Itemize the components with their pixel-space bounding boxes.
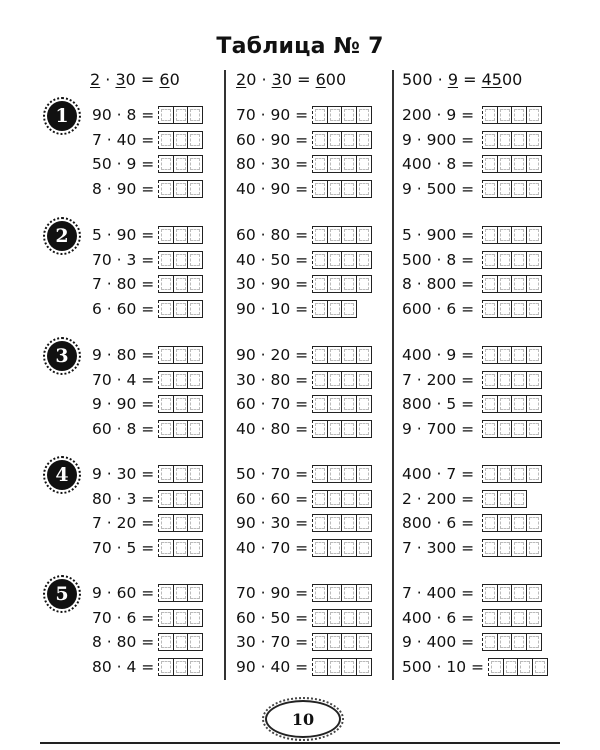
- answer-digit-box[interactable]: [356, 658, 372, 676]
- exercise-expression: 9 · 400 =: [402, 633, 475, 651]
- answer-digit-box[interactable]: [187, 633, 203, 651]
- answer-boxes: [312, 131, 372, 149]
- exercise-expression: 70 · 6 =: [92, 608, 155, 627]
- exercise-row: [236, 608, 372, 628]
- exercise-row: [92, 370, 203, 390]
- answer-digit-box[interactable]: [187, 658, 203, 676]
- exercise-expression: 30 · 80 =: [236, 370, 309, 389]
- exercise-expression: 60 · 8 =: [92, 419, 155, 438]
- answer-boxes: [158, 346, 203, 364]
- exercise-row: [236, 583, 372, 603]
- answer-digit-box[interactable]: [356, 420, 372, 438]
- answer-digit-box[interactable]: [356, 609, 372, 627]
- answer-boxes: [312, 346, 372, 364]
- exercise-row: [92, 179, 203, 199]
- answer-digit-box[interactable]: [526, 226, 542, 244]
- exercise-row: [92, 154, 203, 174]
- exercise-expression: 600 · 6 =: [402, 299, 475, 318]
- exercise-row: [402, 608, 542, 628]
- exercise-row: [92, 608, 203, 628]
- exercise-expression: 7 · 80 =: [92, 275, 155, 293]
- exercise-row: [236, 464, 372, 484]
- exercise-expression: 90 · 10 =: [236, 299, 309, 318]
- answer-boxes: [312, 465, 372, 483]
- answer-boxes: [158, 300, 203, 318]
- exercise-row: [236, 489, 372, 509]
- exercise-expression: 7 · 200 =: [402, 370, 475, 389]
- exercise-row: [402, 154, 542, 174]
- exercise-row: [402, 299, 542, 319]
- exercise-row: [402, 513, 542, 533]
- exercise-row: [92, 464, 203, 484]
- exercise-row: [402, 105, 542, 125]
- answer-boxes: [482, 106, 542, 124]
- answer-boxes: [158, 420, 203, 438]
- exercise-expression: 800 · 6 =: [402, 514, 475, 532]
- answer-boxes: [482, 420, 542, 438]
- answer-digit-box[interactable]: [356, 226, 372, 244]
- answer-digit-box[interactable]: [187, 275, 203, 293]
- exercise-expression: 60 · 90 =: [236, 130, 309, 149]
- exercise-expression: 50 · 70 =: [236, 465, 309, 483]
- exercise-row: [236, 632, 372, 652]
- answer-boxes: [482, 300, 542, 318]
- answer-digit-box[interactable]: [356, 584, 372, 602]
- exercise-expression: 8 · 80 =: [92, 633, 155, 651]
- exercise-expression: 9 · 500 =: [402, 179, 475, 198]
- answer-boxes: [488, 658, 548, 676]
- answer-boxes: [158, 275, 203, 293]
- answer-boxes: [482, 465, 542, 483]
- answer-digit-box[interactable]: [187, 155, 203, 173]
- exercise-row: [402, 370, 542, 390]
- exercise-row: [236, 538, 372, 558]
- exercise-row: [236, 154, 372, 174]
- answer-boxes: [312, 300, 357, 318]
- exercise-expression: 9 · 30 =: [92, 465, 155, 483]
- section-number-badge: 4: [47, 460, 77, 490]
- answer-digit-box[interactable]: [187, 106, 203, 124]
- page-title: Таблица № 7: [216, 34, 384, 59]
- answer-digit-box[interactable]: [187, 226, 203, 244]
- answer-boxes: [158, 371, 203, 389]
- answer-boxes: [158, 251, 203, 269]
- answer-digit-box[interactable]: [356, 490, 372, 508]
- answer-boxes: [158, 658, 203, 676]
- answer-digit-box[interactable]: [526, 106, 542, 124]
- answer-digit-box[interactable]: [526, 180, 542, 198]
- answer-boxes: [158, 226, 203, 244]
- answer-digit-box[interactable]: [356, 465, 372, 483]
- exercise-expression: 40 · 50 =: [236, 250, 309, 269]
- exercise-row: [92, 632, 203, 652]
- answer-boxes: [482, 633, 542, 651]
- exercise-row: [236, 225, 372, 245]
- exercise-expression: 400 · 9 =: [402, 346, 475, 364]
- exercise-expression: 9 · 700 =: [402, 419, 475, 438]
- exercise-expression: 60 · 70 =: [236, 395, 309, 413]
- section-number-badge: 5: [47, 579, 77, 609]
- answer-digit-box[interactable]: [341, 300, 357, 318]
- answer-boxes: [312, 371, 372, 389]
- exercise-row: [92, 274, 203, 294]
- exercise-row: [236, 299, 357, 319]
- answer-boxes: [482, 584, 542, 602]
- answer-digit-box[interactable]: [526, 155, 542, 173]
- answer-boxes: [482, 514, 542, 532]
- answer-boxes: [482, 539, 542, 557]
- exercise-row: [236, 394, 372, 414]
- answer-boxes: [312, 275, 372, 293]
- exercise-row: [236, 513, 372, 533]
- exercise-row: [402, 179, 542, 199]
- exercise-expression: 9 · 60 =: [92, 584, 155, 602]
- exercise-expression: 90 · 40 =: [236, 657, 309, 676]
- exercise-row: [236, 419, 372, 439]
- answer-boxes: [312, 251, 372, 269]
- exercise-row: [92, 538, 203, 558]
- exercise-expression: 40 · 80 =: [236, 419, 309, 438]
- exercise-expression: 70 · 90 =: [236, 584, 309, 602]
- answer-digit-box[interactable]: [187, 584, 203, 602]
- answer-digit-box[interactable]: [356, 251, 372, 269]
- answer-boxes: [158, 539, 203, 557]
- answer-boxes: [312, 658, 372, 676]
- answer-boxes: [312, 584, 372, 602]
- exercise-expression: 70 · 4 =: [92, 370, 155, 389]
- exercise-row: [236, 274, 372, 294]
- exercise-row: [402, 419, 542, 439]
- answer-digit-box[interactable]: [526, 371, 542, 389]
- exercise-row: [236, 657, 372, 677]
- answer-boxes: [312, 420, 372, 438]
- exercise-row: [236, 345, 372, 365]
- page-number: 10: [265, 700, 341, 738]
- answer-boxes: [158, 106, 203, 124]
- answer-digit-box[interactable]: [511, 490, 527, 508]
- answer-boxes: [158, 609, 203, 627]
- exercise-expression: 7 · 400 =: [402, 584, 475, 602]
- exercise-expression: 60 · 80 =: [236, 226, 309, 244]
- answer-boxes: [482, 346, 542, 364]
- exercise-row: [92, 657, 203, 677]
- exercise-expression: 90 · 20 =: [236, 346, 309, 364]
- answer-digit-box[interactable]: [187, 609, 203, 627]
- exercise-row: [236, 250, 372, 270]
- answer-boxes: [312, 490, 372, 508]
- exercise-expression: 7 · 300 =: [402, 538, 475, 557]
- answer-digit-box[interactable]: [187, 131, 203, 149]
- answer-digit-box[interactable]: [356, 346, 372, 364]
- answer-digit-box[interactable]: [526, 584, 542, 602]
- exercise-expression: 9 · 90 =: [92, 395, 155, 413]
- answer-boxes: [158, 180, 203, 198]
- answer-digit-box[interactable]: [356, 395, 372, 413]
- exercise-row: [402, 632, 542, 652]
- answer-digit-box[interactable]: [526, 300, 542, 318]
- answer-digit-box[interactable]: [187, 251, 203, 269]
- exercise-expression: 30 · 70 =: [236, 633, 309, 651]
- exercise-expression: 500 · 10 =: [402, 657, 485, 676]
- answer-boxes: [158, 490, 203, 508]
- answer-digit-box[interactable]: [526, 395, 542, 413]
- answer-boxes: [312, 155, 372, 173]
- exercise-expression: 7 · 40 =: [92, 130, 155, 149]
- answer-digit-box[interactable]: [356, 155, 372, 173]
- exercise-expression: 800 · 5 =: [402, 395, 475, 413]
- answer-boxes: [312, 180, 372, 198]
- exercise-row: [236, 105, 372, 125]
- answer-digit-box[interactable]: [356, 633, 372, 651]
- column-divider-2: [392, 70, 394, 680]
- answer-digit-box[interactable]: [356, 180, 372, 198]
- exercise-row: [402, 489, 527, 509]
- exercise-row: [402, 538, 542, 558]
- answer-digit-box[interactable]: [187, 371, 203, 389]
- answer-boxes: [312, 106, 372, 124]
- exercise-expression: 70 · 5 =: [92, 538, 155, 557]
- exercise-expression: 90 · 8 =: [92, 106, 155, 124]
- exercise-row: [92, 394, 203, 414]
- exercise-row: [402, 345, 542, 365]
- example-3: 500 · 9 = 4500: [402, 70, 523, 89]
- answer-digit-box[interactable]: [356, 371, 372, 389]
- example-2: 20 · 30 = 600: [236, 70, 347, 89]
- exercise-row: [92, 345, 203, 365]
- answer-digit-box[interactable]: [187, 180, 203, 198]
- answer-boxes: [158, 395, 203, 413]
- example-1: 2 · 30 = 60: [90, 70, 180, 89]
- exercise-expression: 6 · 60 =: [92, 299, 155, 318]
- answer-boxes: [482, 251, 542, 269]
- exercise-row: [92, 225, 203, 245]
- answer-digit-box[interactable]: [187, 300, 203, 318]
- exercise-row: [402, 394, 542, 414]
- answer-digit-box[interactable]: [526, 609, 542, 627]
- column-divider-1: [224, 70, 226, 680]
- exercise-expression: 40 · 90 =: [236, 179, 309, 198]
- exercise-expression: 2 · 200 =: [402, 489, 475, 508]
- answer-digit-box[interactable]: [356, 106, 372, 124]
- answer-digit-box[interactable]: [526, 539, 542, 557]
- exercise-expression: 70 · 3 =: [92, 250, 155, 269]
- answer-boxes: [482, 395, 542, 413]
- exercise-expression: 5 · 90 =: [92, 226, 155, 244]
- bottom-rule: [40, 742, 560, 744]
- exercise-expression: 400 · 6 =: [402, 608, 475, 627]
- exercise-row: [402, 130, 542, 150]
- answer-digit-box[interactable]: [356, 131, 372, 149]
- answer-boxes: [482, 609, 542, 627]
- exercise-row: [402, 225, 542, 245]
- answer-digit-box[interactable]: [356, 514, 372, 532]
- exercise-row: [236, 179, 372, 199]
- answer-boxes: [158, 465, 203, 483]
- answer-digit-box[interactable]: [526, 465, 542, 483]
- exercise-expression: 9 · 80 =: [92, 346, 155, 364]
- answer-boxes: [482, 155, 542, 173]
- exercise-row: [236, 370, 372, 390]
- exercise-expression: 80 · 30 =: [236, 155, 309, 173]
- exercise-expression: 500 · 8 =: [402, 250, 475, 269]
- answer-digit-box[interactable]: [187, 539, 203, 557]
- exercise-row: [402, 657, 548, 677]
- exercise-row: [92, 105, 203, 125]
- exercise-row: [402, 250, 542, 270]
- answer-boxes: [482, 275, 542, 293]
- exercise-row: [92, 419, 203, 439]
- answer-digit-box[interactable]: [187, 514, 203, 532]
- section-number-badge: 1: [47, 101, 77, 131]
- exercise-expression: 70 · 90 =: [236, 106, 309, 124]
- answer-boxes: [158, 131, 203, 149]
- answer-digit-box[interactable]: [526, 275, 542, 293]
- answer-digit-box[interactable]: [356, 539, 372, 557]
- answer-digit-box[interactable]: [526, 514, 542, 532]
- exercise-expression: 60 · 50 =: [236, 608, 309, 627]
- answer-digit-box[interactable]: [187, 490, 203, 508]
- answer-digit-box[interactable]: [526, 420, 542, 438]
- exercise-expression: 8 · 90 =: [92, 179, 155, 198]
- answer-digit-box[interactable]: [187, 346, 203, 364]
- exercise-row: [92, 489, 203, 509]
- exercise-expression: 80 · 3 =: [92, 489, 155, 508]
- answer-boxes: [158, 155, 203, 173]
- exercise-expression: 200 · 9 =: [402, 106, 475, 124]
- answer-digit-box[interactable]: [187, 420, 203, 438]
- exercise-row: [92, 130, 203, 150]
- answer-boxes: [482, 371, 542, 389]
- answer-digit-box[interactable]: [356, 275, 372, 293]
- answer-digit-box[interactable]: [526, 131, 542, 149]
- exercise-expression: 30 · 90 =: [236, 275, 309, 293]
- exercise-expression: 400 · 8 =: [402, 155, 475, 173]
- answer-boxes: [312, 395, 372, 413]
- answer-digit-box[interactable]: [526, 251, 542, 269]
- exercise-expression: 50 · 9 =: [92, 155, 155, 173]
- exercise-expression: 400 · 7 =: [402, 465, 475, 483]
- exercise-row: [92, 583, 203, 603]
- section-number-badge: 2: [47, 221, 77, 251]
- answer-boxes: [312, 609, 372, 627]
- answer-boxes: [312, 514, 372, 532]
- answer-boxes: [158, 584, 203, 602]
- answer-digit-box[interactable]: [532, 658, 548, 676]
- answer-boxes: [312, 633, 372, 651]
- answer-boxes: [482, 180, 542, 198]
- section-number-badge: 3: [47, 341, 77, 371]
- answer-digit-box[interactable]: [526, 633, 542, 651]
- answer-boxes: [482, 131, 542, 149]
- exercise-row: [92, 513, 203, 533]
- answer-boxes: [482, 226, 542, 244]
- exercise-expression: 60 · 60 =: [236, 489, 309, 508]
- exercise-row: [402, 274, 542, 294]
- answer-digit-box[interactable]: [526, 346, 542, 364]
- exercise-expression: 9 · 900 =: [402, 130, 475, 149]
- exercise-expression: 40 · 70 =: [236, 538, 309, 557]
- exercise-expression: 90 · 30 =: [236, 514, 309, 532]
- exercise-row: [92, 250, 203, 270]
- exercise-row: [402, 583, 542, 603]
- exercise-row: [402, 464, 542, 484]
- answer-boxes: [482, 490, 527, 508]
- answer-boxes: [312, 226, 372, 244]
- answer-digit-box[interactable]: [187, 465, 203, 483]
- exercise-row: [236, 130, 372, 150]
- answer-boxes: [158, 633, 203, 651]
- exercise-expression: 5 · 900 =: [402, 226, 475, 244]
- answer-boxes: [312, 539, 372, 557]
- exercise-expression: 8 · 800 =: [402, 275, 475, 293]
- answer-digit-box[interactable]: [187, 395, 203, 413]
- exercise-expression: 80 · 4 =: [92, 657, 155, 676]
- exercise-row: [92, 299, 203, 319]
- answer-boxes: [158, 514, 203, 532]
- exercise-expression: 7 · 20 =: [92, 514, 155, 532]
